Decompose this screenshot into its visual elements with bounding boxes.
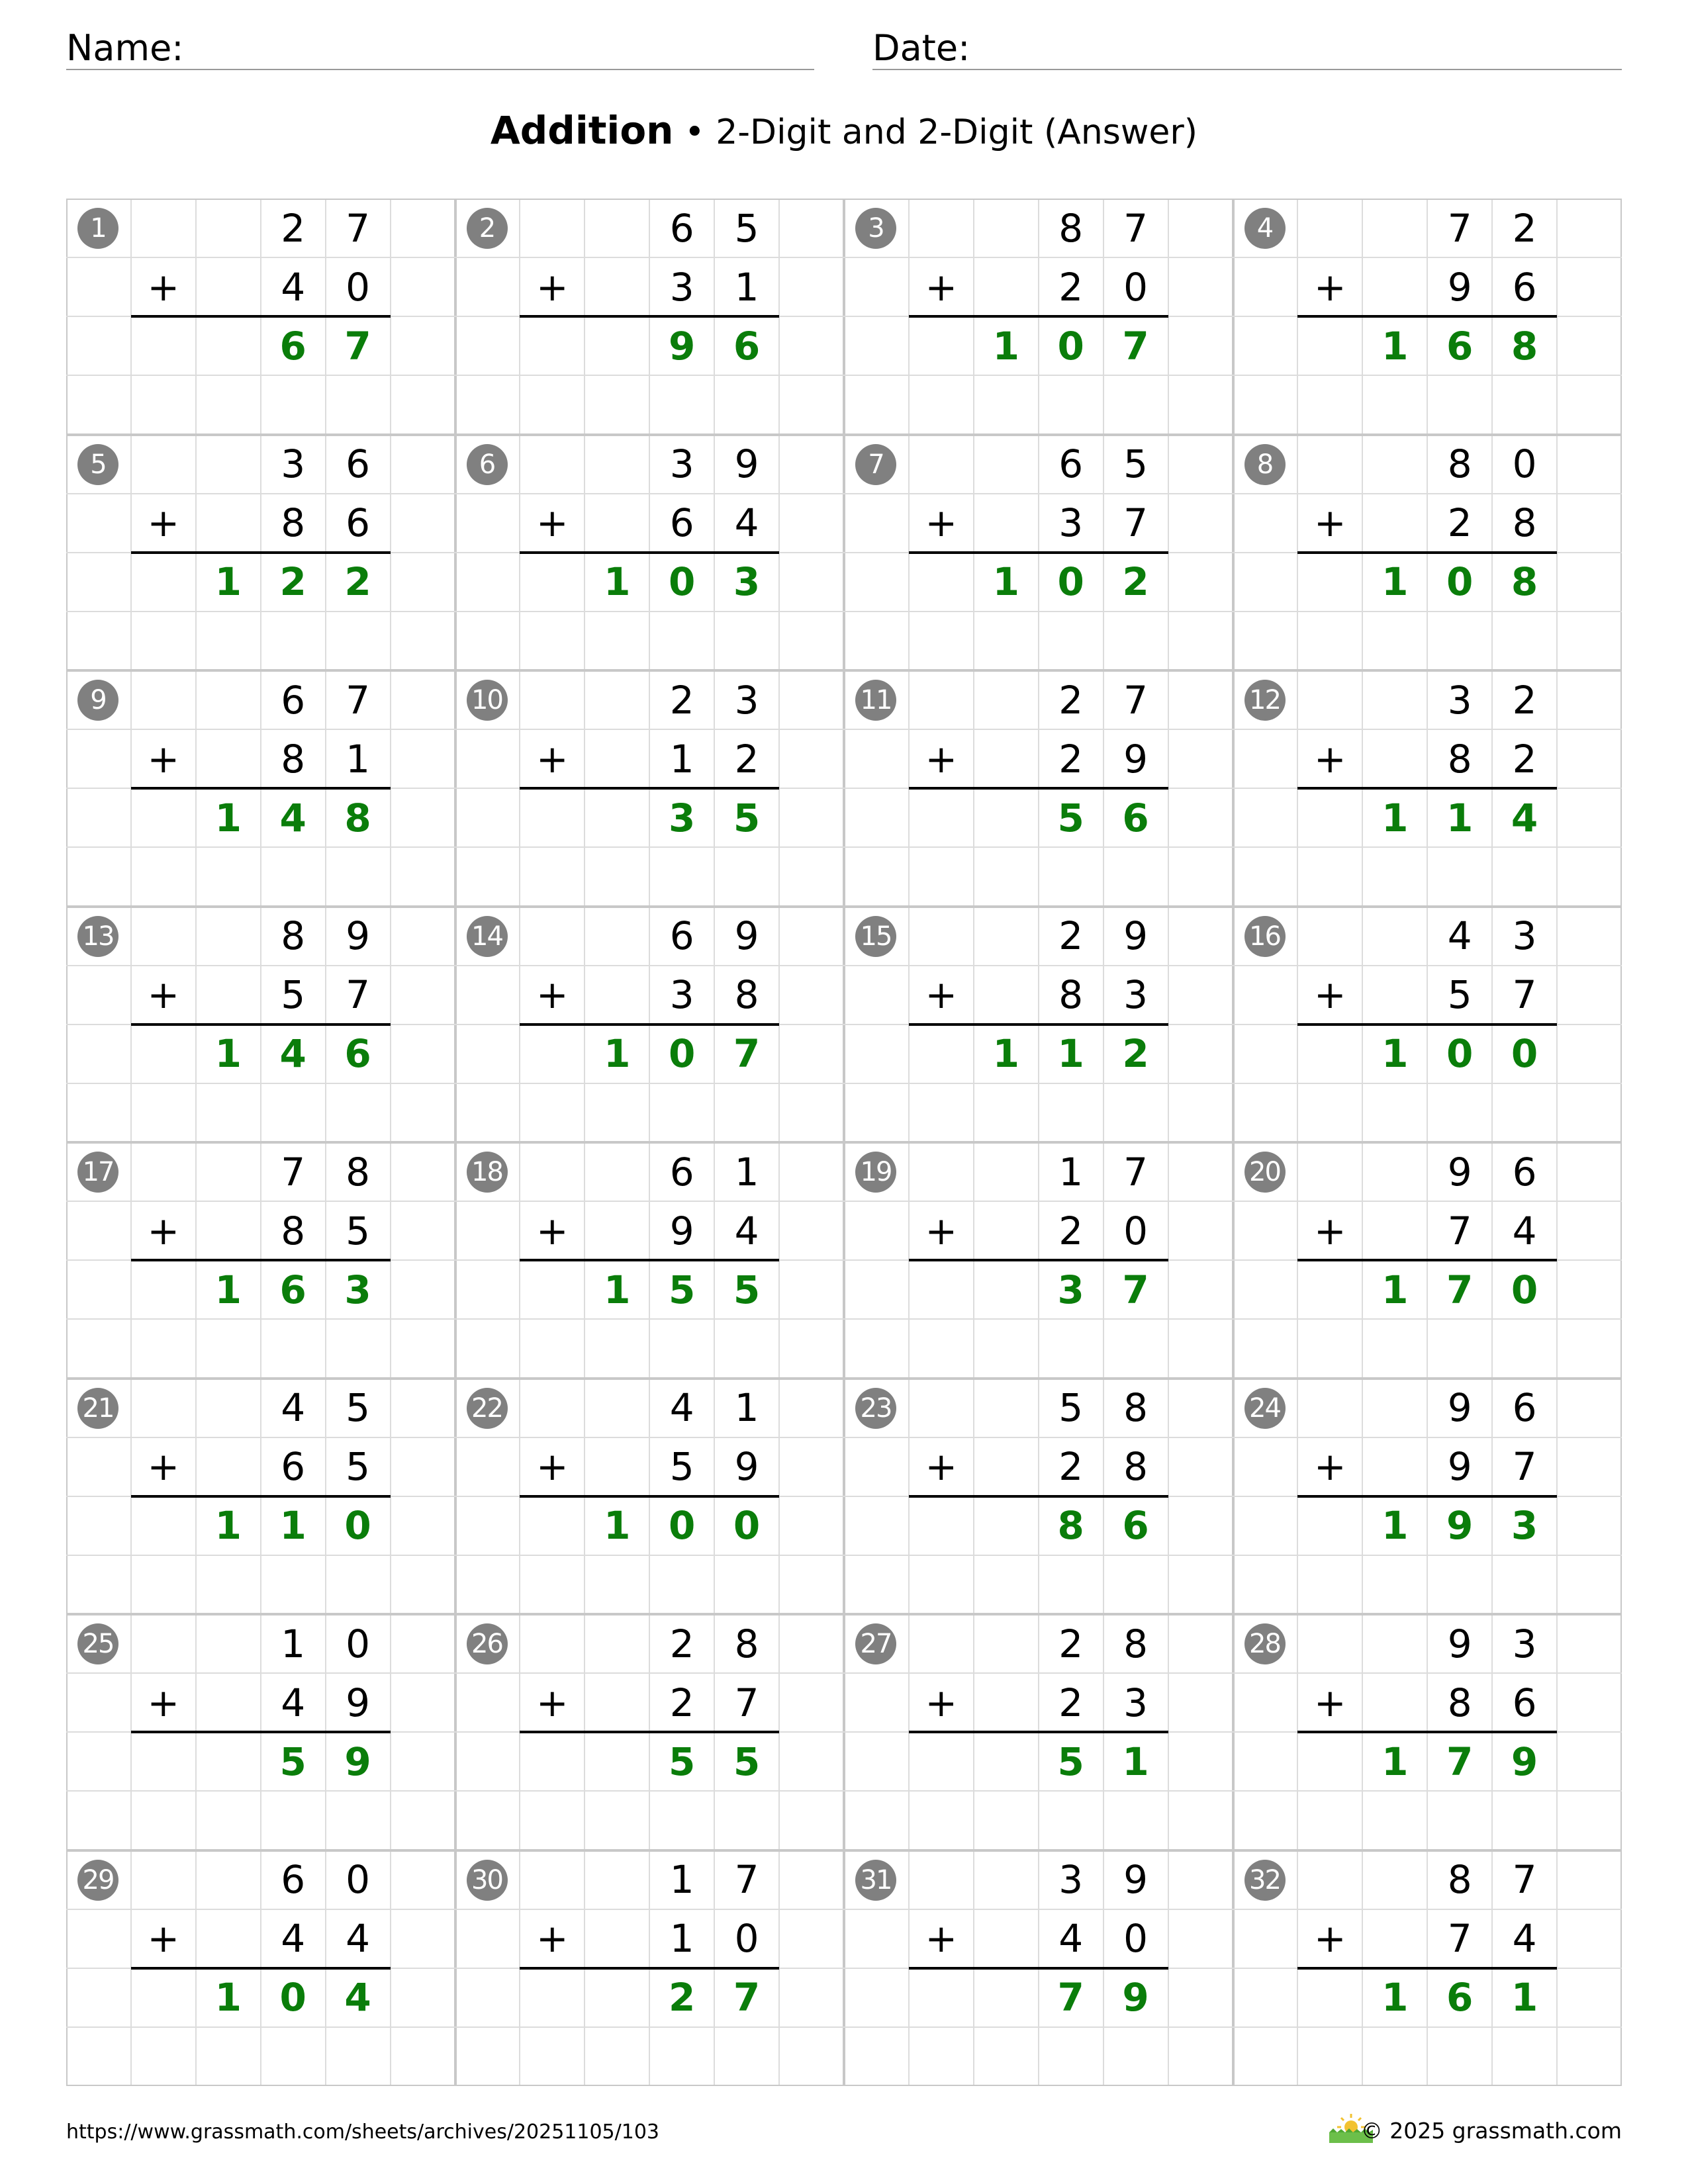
addend-bottom-digit: 0 bbox=[1123, 1916, 1149, 1962]
answer-digit: 1 bbox=[1057, 1031, 1084, 1077]
addend-bottom-digit: 6 bbox=[1512, 264, 1537, 310]
problem-number-badge: 13 bbox=[77, 916, 118, 957]
answer-digit: 0 bbox=[1511, 1267, 1538, 1312]
addend-top-digit: 3 bbox=[734, 677, 759, 723]
answer-digit: 1 bbox=[1122, 1739, 1149, 1784]
answer-digit: 2 bbox=[1122, 1031, 1149, 1077]
plus-sign: + bbox=[1314, 1916, 1346, 1962]
answer-digit: 4 bbox=[1511, 795, 1538, 841]
plus-sign: + bbox=[147, 972, 180, 1018]
addend-top-digit: 7 bbox=[1123, 677, 1149, 723]
answer-digit: 1 bbox=[992, 559, 1019, 605]
addend-top-digit: 6 bbox=[281, 677, 306, 723]
addend-bottom-digit: 3 bbox=[669, 972, 694, 1018]
answer-digit: 8 bbox=[344, 795, 371, 841]
addend-bottom-digit: 0 bbox=[1123, 1208, 1149, 1253]
answer-digit: 1 bbox=[1382, 323, 1409, 369]
plus-sign: + bbox=[1314, 1208, 1346, 1253]
addend-top-digit: 7 bbox=[281, 1149, 306, 1195]
addend-top-digit: 1 bbox=[669, 1857, 694, 1903]
plus-sign: + bbox=[925, 264, 958, 310]
answer-digit: 0 bbox=[1511, 1031, 1538, 1077]
problem-number-badge: 27 bbox=[855, 1623, 896, 1664]
answer-digit: 1 bbox=[1446, 795, 1474, 841]
addend-bottom-digit: 7 bbox=[1512, 972, 1537, 1018]
addend-top-digit: 0 bbox=[1512, 441, 1537, 487]
plus-sign: + bbox=[1314, 500, 1346, 546]
addend-top-digit: 9 bbox=[1447, 1385, 1472, 1431]
answer-digit: 1 bbox=[604, 559, 631, 605]
date-field bbox=[872, 24, 1622, 70]
addend-top-digit: 0 bbox=[346, 1857, 371, 1903]
problem-number-badge: 22 bbox=[467, 1388, 508, 1429]
problem-number-badge: 16 bbox=[1244, 916, 1286, 957]
addend-bottom-digit: 2 bbox=[1447, 500, 1472, 546]
answer-digit: 6 bbox=[733, 323, 761, 369]
addend-top-digit: 3 bbox=[669, 441, 694, 487]
answer-digit: 5 bbox=[1057, 1739, 1084, 1784]
addend-top-digit: 8 bbox=[1058, 205, 1084, 251]
plus-sign: + bbox=[1314, 1444, 1346, 1490]
answer-digit: 5 bbox=[733, 1739, 761, 1784]
plus-sign: + bbox=[536, 1680, 569, 1725]
addend-bottom-digit: 8 bbox=[1447, 1680, 1472, 1725]
answer-digit: 4 bbox=[344, 1975, 371, 2021]
answer-digit: 3 bbox=[1057, 1267, 1084, 1312]
answer-digit: 7 bbox=[1122, 323, 1149, 369]
answer-digit: 6 bbox=[279, 1267, 306, 1312]
addend-top-digit: 7 bbox=[1447, 205, 1472, 251]
addend-top-digit: 1 bbox=[734, 1385, 759, 1431]
answer-digit: 7 bbox=[1122, 1267, 1149, 1312]
answer-digit: 2 bbox=[279, 559, 306, 605]
answer-digit: 1 bbox=[604, 1031, 631, 1077]
answer-digit: 1 bbox=[1382, 1267, 1409, 1312]
problem-number-badge: 1 bbox=[77, 208, 118, 249]
addend-top-digit: 6 bbox=[1512, 1385, 1537, 1431]
addend-bottom-digit: 0 bbox=[734, 1916, 759, 1962]
addend-bottom-digit: 7 bbox=[346, 972, 371, 1018]
plus-sign: + bbox=[925, 736, 958, 782]
plus-sign: + bbox=[1314, 1680, 1346, 1725]
addend-bottom-digit: 4 bbox=[1058, 1916, 1084, 1962]
plus-sign: + bbox=[925, 1680, 958, 1725]
answer-digit: 5 bbox=[279, 1739, 306, 1784]
plus-sign: + bbox=[147, 1208, 180, 1253]
answer-digit: 9 bbox=[1511, 1739, 1538, 1784]
addend-top-digit: 5 bbox=[346, 1385, 371, 1431]
addend-bottom-digit: 2 bbox=[1058, 1444, 1084, 1490]
plus-sign: + bbox=[536, 1916, 569, 1962]
answer-digit: 1 bbox=[1382, 1739, 1409, 1784]
addend-bottom-digit: 4 bbox=[281, 264, 306, 310]
plus-sign: + bbox=[536, 736, 569, 782]
answer-digit: 6 bbox=[1446, 323, 1474, 369]
problem-number-badge: 3 bbox=[855, 208, 896, 249]
answer-digit: 6 bbox=[344, 1031, 371, 1077]
addend-top-digit: 1 bbox=[734, 1149, 759, 1195]
answer-digit: 3 bbox=[344, 1267, 371, 1312]
name-label: Name: bbox=[66, 27, 184, 69]
answer-digit: 1 bbox=[214, 1031, 242, 1077]
addend-top-digit: 7 bbox=[346, 677, 371, 723]
addend-top-digit: 5 bbox=[1058, 1385, 1084, 1431]
addend-bottom-digit: 0 bbox=[346, 264, 371, 310]
answer-digit: 8 bbox=[1057, 1503, 1084, 1549]
plus-sign: + bbox=[147, 1444, 180, 1490]
addend-bottom-digit: 3 bbox=[1123, 972, 1149, 1018]
addend-bottom-digit: 8 bbox=[281, 1208, 306, 1253]
addend-top-digit: 6 bbox=[669, 205, 694, 251]
addend-bottom-digit: 8 bbox=[281, 736, 306, 782]
answer-digit: 9 bbox=[344, 1739, 371, 1784]
problem-number-badge: 5 bbox=[77, 444, 118, 485]
addend-bottom-digit: 4 bbox=[1512, 1916, 1537, 1962]
addend-top-digit: 2 bbox=[1058, 677, 1084, 723]
answer-digit: 1 bbox=[214, 559, 242, 605]
answer-digit: 2 bbox=[344, 559, 371, 605]
plus-sign: + bbox=[925, 1208, 958, 1253]
addend-top-digit: 8 bbox=[1123, 1621, 1149, 1666]
plus-sign: + bbox=[925, 1916, 958, 1962]
problem-number-badge: 25 bbox=[77, 1623, 118, 1664]
addend-top-digit: 8 bbox=[346, 1149, 371, 1195]
addend-top-digit: 2 bbox=[281, 205, 306, 251]
addend-bottom-digit: 9 bbox=[734, 1444, 759, 1490]
answer-digit: 1 bbox=[1382, 795, 1409, 841]
answer-digit: 1 bbox=[1382, 559, 1409, 605]
answer-digit: 0 bbox=[1446, 1031, 1474, 1077]
plus-sign: + bbox=[1314, 264, 1346, 310]
title-bold: Addition bbox=[490, 108, 674, 153]
plus-sign: + bbox=[147, 1916, 180, 1962]
addend-bottom-digit: 8 bbox=[1123, 1444, 1149, 1490]
answer-digit: 7 bbox=[1057, 1975, 1084, 2021]
addend-top-digit: 6 bbox=[281, 1857, 306, 1903]
answer-digit: 0 bbox=[344, 1503, 371, 1549]
addend-bottom-digit: 7 bbox=[1447, 1916, 1472, 1962]
addend-bottom-digit: 7 bbox=[1447, 1208, 1472, 1253]
answer-digit: 2 bbox=[669, 1975, 696, 2021]
problem-number-badge: 11 bbox=[855, 680, 896, 721]
addend-top-digit: 3 bbox=[1512, 913, 1537, 959]
addend-bottom-digit: 9 bbox=[346, 1680, 371, 1725]
answer-digit: 4 bbox=[279, 795, 306, 841]
addend-bottom-digit: 5 bbox=[346, 1208, 371, 1253]
addend-top-digit: 2 bbox=[1058, 1621, 1084, 1666]
answer-digit: 6 bbox=[1122, 1503, 1149, 1549]
answer-digit: 7 bbox=[733, 1031, 761, 1077]
addend-bottom-digit: 1 bbox=[669, 736, 694, 782]
addend-top-digit: 1 bbox=[1058, 1149, 1084, 1195]
answer-digit: 0 bbox=[733, 1503, 761, 1549]
addend-bottom-digit: 8 bbox=[734, 972, 759, 1018]
addend-top-digit: 2 bbox=[1058, 913, 1084, 959]
answer-digit: 1 bbox=[1511, 1975, 1538, 2021]
problem-number-badge: 30 bbox=[467, 1860, 508, 1901]
addend-top-digit: 9 bbox=[346, 913, 371, 959]
problem-number-badge: 20 bbox=[1244, 1152, 1286, 1193]
addend-top-digit: 3 bbox=[1058, 1857, 1084, 1903]
date-label: Date: bbox=[872, 27, 970, 69]
answer-digit: 8 bbox=[1511, 559, 1538, 605]
addend-top-digit: 9 bbox=[1123, 1857, 1149, 1903]
problem-number-badge: 15 bbox=[855, 916, 896, 957]
addend-bottom-digit: 1 bbox=[734, 264, 759, 310]
addend-top-digit: 9 bbox=[1447, 1621, 1472, 1666]
addend-bottom-digit: 4 bbox=[281, 1680, 306, 1725]
answer-digit: 0 bbox=[279, 1975, 306, 2021]
addend-bottom-digit: 6 bbox=[669, 500, 694, 546]
addend-top-digit: 3 bbox=[281, 441, 306, 487]
answer-digit: 1 bbox=[604, 1267, 631, 1312]
addend-bottom-digit: 7 bbox=[734, 1680, 759, 1725]
plus-sign: + bbox=[147, 736, 180, 782]
addend-top-digit: 7 bbox=[734, 1857, 759, 1903]
addend-top-digit: 2 bbox=[669, 1621, 694, 1666]
name-field bbox=[66, 24, 814, 70]
problem-number-badge: 7 bbox=[855, 444, 896, 485]
plus-sign: + bbox=[925, 972, 958, 1018]
answer-digit: 7 bbox=[733, 1975, 761, 2021]
addend-bottom-digit: 6 bbox=[1512, 1680, 1537, 1725]
addend-bottom-digit: 9 bbox=[1447, 264, 1472, 310]
answer-digit: 1 bbox=[992, 1031, 1019, 1077]
addend-bottom-digit: 4 bbox=[734, 1208, 759, 1253]
addend-top-digit: 6 bbox=[1058, 441, 1084, 487]
answer-digit: 1 bbox=[214, 1503, 242, 1549]
answer-digit: 5 bbox=[669, 1739, 696, 1784]
addend-bottom-digit: 7 bbox=[1512, 1444, 1537, 1490]
addend-top-digit: 5 bbox=[1123, 441, 1149, 487]
title-subtitle: • 2-Digit and 2-Digit (Answer) bbox=[673, 113, 1198, 152]
addend-top-digit: 2 bbox=[669, 677, 694, 723]
answer-digit: 3 bbox=[1511, 1503, 1538, 1549]
answer-digit: 0 bbox=[1057, 559, 1084, 605]
addend-bottom-digit: 5 bbox=[1447, 972, 1472, 1018]
addend-bottom-digit: 2 bbox=[669, 1680, 694, 1725]
addend-bottom-digit: 1 bbox=[669, 1916, 694, 1962]
addend-top-digit: 4 bbox=[1447, 913, 1472, 959]
answer-digit: 3 bbox=[733, 559, 761, 605]
addend-bottom-digit: 8 bbox=[1058, 972, 1084, 1018]
plus-sign: + bbox=[147, 1680, 180, 1725]
addend-top-digit: 6 bbox=[346, 441, 371, 487]
problem-number-badge: 2 bbox=[467, 208, 508, 249]
problem-number-badge: 17 bbox=[77, 1152, 118, 1193]
addend-bottom-digit: 5 bbox=[281, 972, 306, 1018]
plus-sign: + bbox=[147, 264, 180, 310]
answer-digit: 1 bbox=[214, 1975, 242, 2021]
problem-number-badge: 4 bbox=[1244, 208, 1286, 249]
addend-bottom-digit: 5 bbox=[346, 1444, 371, 1490]
addend-top-digit: 7 bbox=[1123, 1149, 1149, 1195]
answer-digit: 2 bbox=[1122, 559, 1149, 605]
addend-top-digit: 8 bbox=[1123, 1385, 1149, 1431]
problem-number-badge: 8 bbox=[1244, 444, 1286, 485]
worksheet-title bbox=[0, 106, 1688, 157]
answer-digit: 1 bbox=[1382, 1031, 1409, 1077]
answer-digit: 9 bbox=[1446, 1503, 1474, 1549]
addend-top-digit: 9 bbox=[1447, 1149, 1472, 1195]
addend-bottom-digit: 7 bbox=[1123, 500, 1149, 546]
addend-bottom-digit: 9 bbox=[1447, 1444, 1472, 1490]
addend-bottom-digit: 9 bbox=[669, 1208, 694, 1253]
problem-number-badge: 6 bbox=[467, 444, 508, 485]
addend-top-digit: 6 bbox=[669, 913, 694, 959]
addend-bottom-digit: 8 bbox=[1447, 736, 1472, 782]
answer-digit: 1 bbox=[1382, 1975, 1409, 2021]
addend-top-digit: 8 bbox=[1447, 441, 1472, 487]
addend-bottom-digit: 2 bbox=[1058, 264, 1084, 310]
addend-bottom-digit: 3 bbox=[1123, 1680, 1149, 1725]
problem-number-badge: 28 bbox=[1244, 1623, 1286, 1664]
plus-sign: + bbox=[536, 972, 569, 1018]
plus-sign: + bbox=[925, 500, 958, 546]
answer-digit: 0 bbox=[669, 559, 696, 605]
plus-sign: + bbox=[925, 1444, 958, 1490]
addend-top-digit: 1 bbox=[281, 1621, 306, 1666]
problem-number-badge: 26 bbox=[467, 1623, 508, 1664]
addend-top-digit: 4 bbox=[281, 1385, 306, 1431]
addend-bottom-digit: 2 bbox=[734, 736, 759, 782]
answer-digit: 9 bbox=[669, 323, 696, 369]
addend-top-digit: 9 bbox=[734, 441, 759, 487]
footer-copyright: © 2025 grassmath.com bbox=[1360, 2118, 1622, 2144]
problem-number-badge: 18 bbox=[467, 1152, 508, 1193]
addend-bottom-digit: 4 bbox=[1512, 1208, 1537, 1253]
answer-digit: 0 bbox=[1446, 559, 1474, 605]
addend-bottom-digit: 4 bbox=[734, 500, 759, 546]
addend-bottom-digit: 0 bbox=[1123, 264, 1149, 310]
plus-sign: + bbox=[1314, 736, 1346, 782]
answer-digit: 1 bbox=[214, 795, 242, 841]
answer-digit: 4 bbox=[279, 1031, 306, 1077]
addend-top-digit: 9 bbox=[734, 913, 759, 959]
addend-top-digit: 6 bbox=[1512, 1149, 1537, 1195]
problem-number-badge: 21 bbox=[77, 1388, 118, 1429]
answer-digit: 1 bbox=[992, 323, 1019, 369]
answer-digit: 7 bbox=[344, 323, 371, 369]
problem-number-badge: 9 bbox=[77, 680, 118, 721]
addend-top-digit: 3 bbox=[1512, 1621, 1537, 1666]
addend-top-digit: 2 bbox=[1512, 205, 1537, 251]
answer-digit: 6 bbox=[279, 323, 306, 369]
problem-number-badge: 31 bbox=[855, 1860, 896, 1901]
answer-digit: 9 bbox=[1122, 1975, 1149, 2021]
addend-top-digit: 9 bbox=[1123, 913, 1149, 959]
answer-digit: 1 bbox=[279, 1503, 306, 1549]
problem-number-badge: 10 bbox=[467, 680, 508, 721]
addend-top-digit: 2 bbox=[1512, 677, 1537, 723]
answer-digit: 5 bbox=[733, 1267, 761, 1312]
addend-bottom-digit: 2 bbox=[1058, 736, 1084, 782]
addend-top-digit: 4 bbox=[669, 1385, 694, 1431]
addend-bottom-digit: 2 bbox=[1058, 1208, 1084, 1253]
answer-digit: 5 bbox=[733, 795, 761, 841]
plus-sign: + bbox=[147, 500, 180, 546]
addend-bottom-digit: 9 bbox=[1123, 736, 1149, 782]
addend-top-digit: 8 bbox=[1447, 1857, 1472, 1903]
addend-top-digit: 0 bbox=[346, 1621, 371, 1666]
problem-number-badge: 24 bbox=[1244, 1388, 1286, 1429]
answer-digit: 7 bbox=[1446, 1267, 1474, 1312]
plus-sign: + bbox=[536, 1208, 569, 1253]
addend-top-digit: 8 bbox=[281, 913, 306, 959]
addend-bottom-digit: 6 bbox=[346, 500, 371, 546]
answer-digit: 7 bbox=[1446, 1739, 1474, 1784]
answer-digit: 6 bbox=[1446, 1975, 1474, 2021]
problem-number-badge: 12 bbox=[1244, 680, 1286, 721]
answer-digit: 6 bbox=[1122, 795, 1149, 841]
answer-digit: 3 bbox=[669, 795, 696, 841]
answer-digit: 1 bbox=[214, 1267, 242, 1312]
answer-digit: 0 bbox=[669, 1503, 696, 1549]
addend-bottom-digit: 6 bbox=[281, 1444, 306, 1490]
problem-number-badge: 14 bbox=[467, 916, 508, 957]
plus-sign: + bbox=[536, 500, 569, 546]
addend-bottom-digit: 3 bbox=[669, 264, 694, 310]
addend-top-digit: 7 bbox=[346, 205, 371, 251]
footer-url: https://www.grassmath.com/sheets/archives/20251105/103 bbox=[66, 2120, 660, 2144]
addend-top-digit: 7 bbox=[1123, 205, 1149, 251]
addend-top-digit: 6 bbox=[669, 1149, 694, 1195]
addend-bottom-digit: 4 bbox=[281, 1916, 306, 1962]
addend-top-digit: 8 bbox=[734, 1621, 759, 1666]
answer-digit: 0 bbox=[669, 1031, 696, 1077]
addend-top-digit: 7 bbox=[1512, 1857, 1537, 1903]
plus-sign: + bbox=[536, 264, 569, 310]
plus-sign: + bbox=[1314, 972, 1346, 1018]
answer-digit: 1 bbox=[1382, 1503, 1409, 1549]
answer-digit: 5 bbox=[1057, 795, 1084, 841]
answer-digit: 0 bbox=[1057, 323, 1084, 369]
problem-grid bbox=[66, 199, 1622, 2086]
addend-bottom-digit: 8 bbox=[1512, 500, 1537, 546]
problem-number-badge: 19 bbox=[855, 1152, 896, 1193]
addend-top-digit: 3 bbox=[1447, 677, 1472, 723]
problem-number-badge: 29 bbox=[77, 1860, 118, 1901]
addend-bottom-digit: 2 bbox=[1512, 736, 1537, 782]
problem-number-badge: 32 bbox=[1244, 1860, 1286, 1901]
answer-digit: 1 bbox=[604, 1503, 631, 1549]
plus-sign: + bbox=[536, 1444, 569, 1490]
addend-bottom-digit: 8 bbox=[281, 500, 306, 546]
problem-number-badge: 23 bbox=[855, 1388, 896, 1429]
addend-bottom-digit: 5 bbox=[669, 1444, 694, 1490]
addend-bottom-digit: 1 bbox=[346, 736, 371, 782]
addend-bottom-digit: 3 bbox=[1058, 500, 1084, 546]
addend-bottom-digit: 2 bbox=[1058, 1680, 1084, 1725]
addend-bottom-digit: 4 bbox=[346, 1916, 371, 1962]
addend-top-digit: 5 bbox=[734, 205, 759, 251]
answer-digit: 8 bbox=[1511, 323, 1538, 369]
answer-digit: 5 bbox=[669, 1267, 696, 1312]
